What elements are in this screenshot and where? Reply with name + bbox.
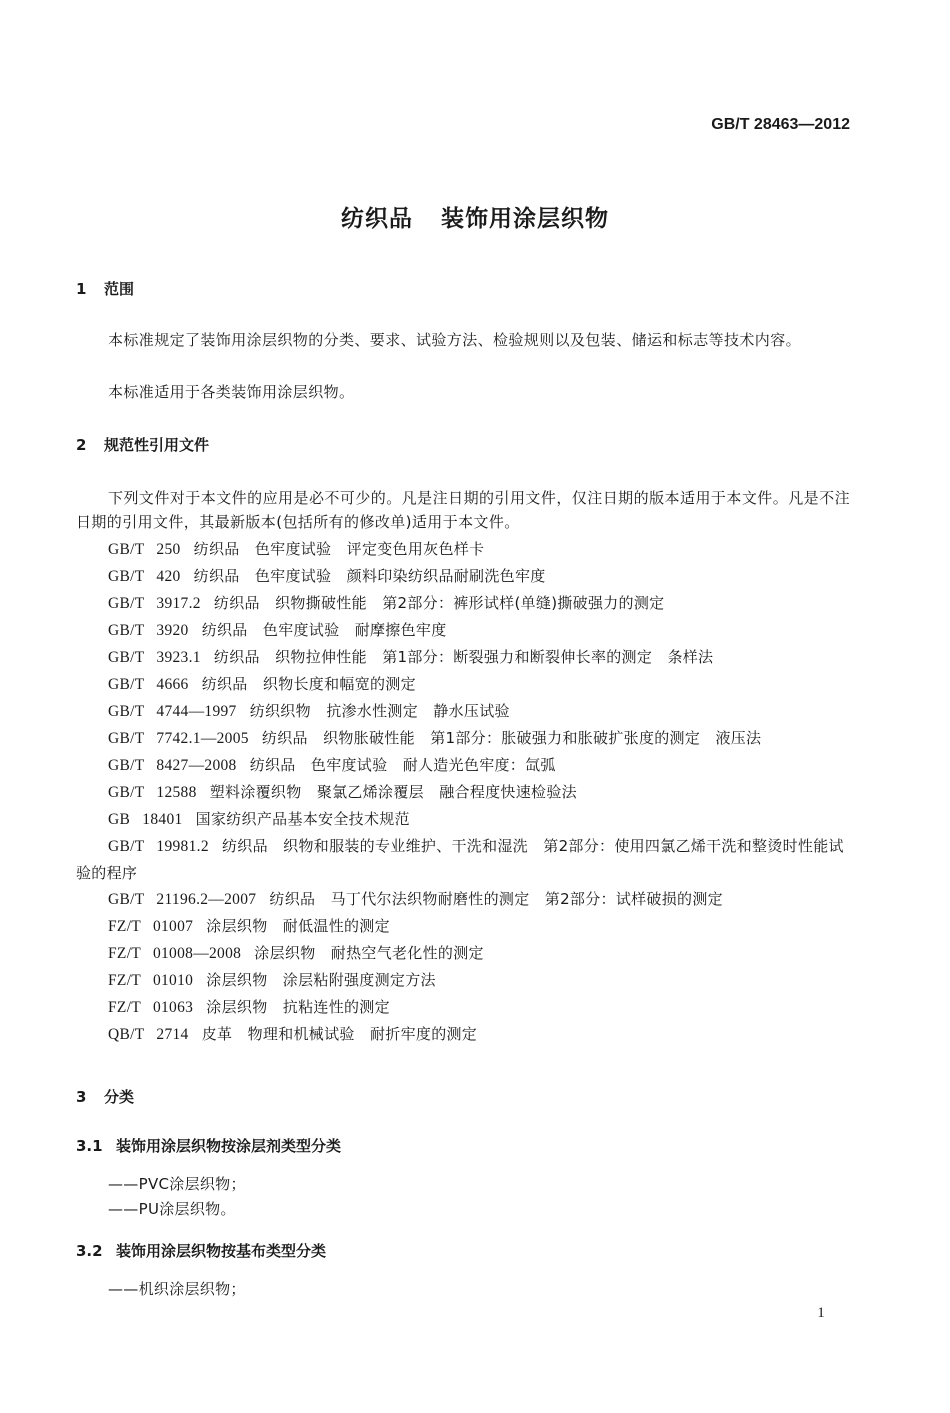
subsection-number: 3.2 [76, 1242, 103, 1260]
standard-code: GB/T 28463—2012 [711, 116, 850, 133]
reference-code: FZ/T 01010 [108, 972, 194, 989]
reference-title: 纺织品 色牢度试验 耐摩擦色牢度 [201, 621, 447, 639]
section-1-heading [76, 278, 134, 299]
reference-item [76, 940, 852, 967]
reference-title: 纺织品 马丁代尔法织物耐磨性的测定 第2部分：试样破损的测定 [269, 890, 723, 908]
scope-paragraph-2: 本标准适用于各类装饰用涂层织物。 [108, 383, 355, 401]
references-intro: 下列文件对于本文件的应用是必不可少的。凡是注日期的引用文件，仅注日期的版本适用于本文件。凡是不注日期的引用文件，其最新版本(包括所有的修改单)适用于本文件。 [76, 489, 850, 531]
subsection-3-2-heading [76, 1240, 326, 1261]
reference-item [76, 671, 852, 698]
reference-title: 纺织品 织物胀破性能 第1部分：胀破强力和胀破扩张度的测定 液压法 [261, 729, 762, 747]
reference-title: 纺织品 色牢度试验 耐人造光色牢度：氙弧 [249, 756, 556, 774]
reference-list [76, 536, 852, 1048]
page-number: 1 [817, 1305, 825, 1321]
classification-item: ——机织涂层织物； [108, 1280, 246, 1298]
reference-title: 涂层织物 耐热空气老化性的测定 [254, 944, 484, 962]
reference-code: GB/T 3923.1 [108, 649, 201, 666]
reference-item [76, 967, 852, 994]
reference-item [76, 563, 852, 590]
reference-item [76, 833, 852, 886]
reference-title: 纺织品 织物撕破性能 第2部分：裤形试样(单缝)撕破强力的测定 [213, 594, 665, 612]
section-title: 范围 [104, 280, 135, 298]
reference-code: GB/T 3920 [108, 622, 189, 639]
reference-code: GB/T 7742.1—2005 [108, 730, 249, 747]
reference-item [76, 1021, 852, 1048]
subsection-title: 装饰用涂层织物按基布类型分类 [116, 1242, 327, 1260]
reference-item [76, 779, 852, 806]
section-number: 2 [76, 436, 87, 454]
reference-code: GB/T 12588 [108, 784, 197, 801]
reference-code: GB 18401 [108, 811, 183, 828]
section-number: 3 [76, 1088, 87, 1106]
reference-item [76, 590, 852, 617]
reference-code: QB/T 2714 [108, 1026, 189, 1043]
section-title: 规范性引用文件 [104, 436, 210, 454]
document-title [0, 200, 950, 233]
reference-code: FZ/T 01008—2008 [108, 945, 242, 962]
reference-item [76, 994, 852, 1021]
reference-title: 国家纺织产品基本安全技术规范 [195, 810, 410, 828]
reference-code: GB/T 4744—1997 [108, 703, 237, 720]
section-2-heading [76, 434, 209, 455]
reference-title: 涂层织物 涂层粘附强度测定方法 [206, 971, 436, 989]
reference-title: 纺织品 色牢度试验 评定变色用灰色样卡 [193, 540, 485, 558]
reference-item [76, 886, 852, 913]
reference-title: 皮革 物理和机械试验 耐折牢度的测定 [201, 1025, 478, 1043]
title-part-1: 纺织品 [341, 206, 413, 232]
section-number: 1 [76, 280, 87, 298]
reference-item [76, 913, 852, 940]
reference-item [76, 617, 852, 644]
subsection-title: 装饰用涂层织物按涂层剂类型分类 [116, 1137, 342, 1155]
reference-code: FZ/T 01007 [108, 918, 194, 935]
subsection-number: 3.1 [76, 1137, 103, 1155]
reference-item [76, 806, 852, 833]
reference-item [76, 698, 852, 725]
reference-item [76, 752, 852, 779]
section-title: 分类 [104, 1088, 135, 1106]
reference-code: GB/T 21196.2—2007 [108, 891, 257, 908]
reference-title: 纺织织物 抗渗水性测定 静水压试验 [249, 702, 510, 720]
reference-item [76, 536, 852, 563]
reference-item [76, 644, 852, 671]
reference-code: GB/T 3917.2 [108, 595, 201, 612]
reference-code: GB/T 19981.2 [108, 838, 209, 855]
subsection-3-1-heading [76, 1135, 341, 1156]
reference-title: 纺织品 织物长度和幅宽的测定 [201, 675, 416, 693]
classification-item: ——PVC涂层织物； [108, 1175, 246, 1193]
reference-code: GB/T 420 [108, 568, 181, 585]
reference-title: 涂层织物 抗粘连性的测定 [206, 998, 390, 1016]
reference-title: 纺织品 色牢度试验 颜料印染纺织品耐刷洗色牢度 [193, 567, 546, 585]
reference-title: 纺织品 织物和服装的专业维护、干洗和湿洗 第2部分：使用四氯乙烯干洗和整烫时性能试验的程序 [76, 837, 844, 882]
reference-code: GB/T 4666 [108, 676, 189, 693]
reference-title: 塑料涂覆织物 聚氯乙烯涂覆层 融合程度快速检验法 [209, 783, 577, 801]
reference-code: GB/T 8427—2008 [108, 757, 237, 774]
classification-item: ——PU涂层织物。 [108, 1200, 236, 1218]
section-3-heading [76, 1086, 134, 1107]
reference-item [76, 725, 852, 752]
reference-code: GB/T 250 [108, 541, 181, 558]
title-part-2: 装饰用涂层织物 [441, 206, 609, 232]
reference-code: FZ/T 01063 [108, 999, 194, 1016]
scope-paragraph-1: 本标准规定了装饰用涂层织物的分类、要求、试验方法、检验规则以及包装、储运和标志等技术内容。 [108, 331, 802, 349]
reference-title: 涂层织物 耐低温性的测定 [206, 917, 390, 935]
reference-title: 纺织品 织物拉伸性能 第1部分：断裂强力和断裂伸长率的测定 条样法 [213, 648, 714, 666]
